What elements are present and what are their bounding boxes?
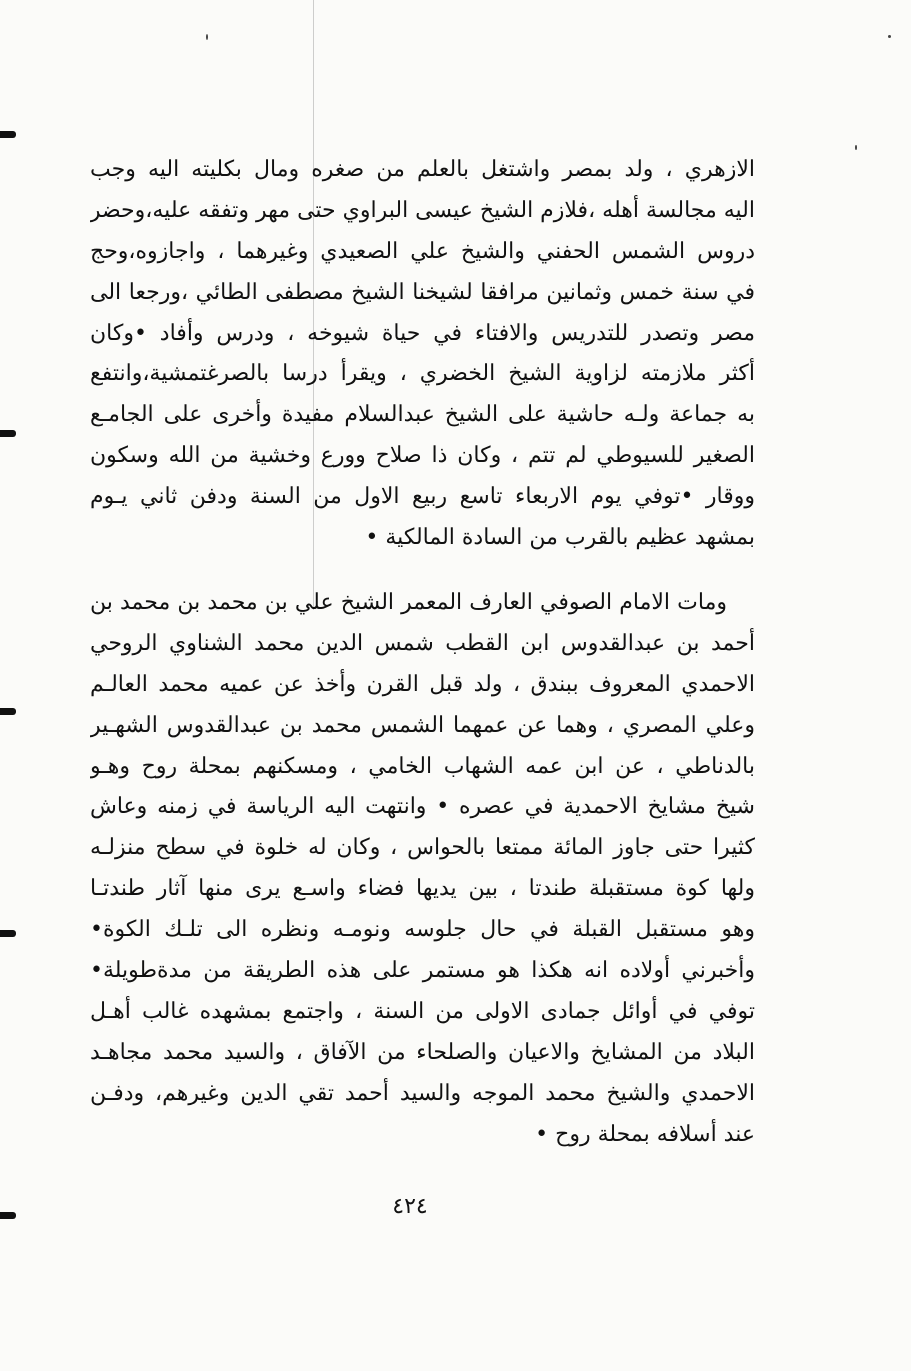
- text-line: الصغير للسيوطي لم تتم ، وكان ذا صلاح وورع وخشية من الله وسكون: [90, 443, 755, 469]
- text-line: البلاد من المشايخ والاعيان والصلحاء من الآفاق ، والسيد محمد مجاهـد: [90, 1039, 755, 1065]
- binding-mark: [0, 708, 16, 715]
- text-line: شيخ مشايخ الاحمدية في عصره • وانتهت اليه الرياسة في زمنه وعاش: [90, 794, 755, 820]
- text-line: في سنة خمس وثمانين مرافقا لشيخنا الشيخ مصطفى الطائي ،ورجعا الى: [90, 279, 755, 305]
- text-line: أكثر ملازمته لزاوية الشيخ الخضري ، ويقرأ درسا بالصرغتمشية،وانتفع: [90, 361, 755, 387]
- text-line: بمشهد عظيم بالقرب من السادة المالكية •: [365, 525, 755, 551]
- text-line: دروس الشمس الحفني والشيخ علي الصعيدي وغيرهما ، واجازوه،وحج: [90, 238, 755, 264]
- scan-speck: [888, 35, 891, 38]
- binding-mark: [0, 131, 16, 138]
- text-line: به جماعة ولـه حاشية على الشيخ عبدالسلام مفيدة وأخرى على الجامـع: [90, 402, 755, 428]
- text-line: ومات الامام الصوفي العارف المعمر الشيخ علي بن محمد بن محمد بن: [90, 590, 727, 615]
- scan-speck: [206, 34, 208, 40]
- text-line: الاحمدي والشيخ محمد الموجه والسيد أحمد تقي الدين وغيرهم، ودفـن: [90, 1080, 755, 1106]
- text-line: مصر وتصدر للتدريس والافتاء في حياة شيوخه ، ودرس وأفاد •وكان: [90, 320, 755, 346]
- text-line: أحمد بن عبدالقدوس ابن القطب شمس الدين محمد الشناوي الروحي: [90, 630, 755, 656]
- text-line: بالدناطي ، عن ابن عمه الشهاب الخامي ، ومسكنهم بمحلة روح وهـو: [90, 753, 755, 779]
- text-line: اليه مجالسة أهله ،فلازم الشيخ عيسى البراوي حتى مهر وتفقه عليه،وحضر: [90, 197, 755, 223]
- page-number: ٤٢٤: [392, 1194, 428, 1219]
- text-line: الازهري ، ولد بمصر واشتغل بالعلم من صغره ومال بكليته اليه وجب: [90, 157, 755, 182]
- paragraph-obituary: [90, 583, 755, 1155]
- text-line: وهو مستقبل القبلة في حال جلوسه ونومـه ونظره الى تلـك الكوة•: [90, 917, 755, 943]
- text-line: الاحمدي المعروف ببندق ، ولد قبل القرن وأخذ عن عميه محمد العالـم: [90, 671, 755, 697]
- binding-mark: [0, 930, 16, 937]
- binding-mark: [0, 430, 16, 437]
- text-line: ووقار •توفي يوم الاربعاء تاسع ربيع الاول من السنة ودفن ثاني يـوم: [90, 484, 755, 510]
- text-line: ولها كوة مستقبلة طندتا ، بين يديها فضاء واسـع يرى منها آثار طندتـا: [90, 876, 755, 902]
- text-line: عند أسلافه بمحلة روح •: [535, 1121, 755, 1147]
- text-line: وأخبرني أولاده انه هكذا هو مستمر على هذه الطريقة من مدةطويلة•: [90, 958, 755, 984]
- scan-speck: [855, 145, 857, 150]
- text-line: كثيرا حتى جاوز المائة ممتعا بالحواس ، وكان له خلوة في سطح منزلـه: [90, 835, 755, 861]
- paragraph-continuation: [90, 150, 755, 559]
- text-line: توفي في أوائل جمادى الاولى من السنة ، واجتمع بمشهده غالب أهـل: [90, 998, 755, 1024]
- binding-mark: [0, 1212, 16, 1219]
- text-line: وعلي المصري ، وهما عن عمهما الشمس محمد بن عبدالقدوس الشهـير: [90, 712, 755, 738]
